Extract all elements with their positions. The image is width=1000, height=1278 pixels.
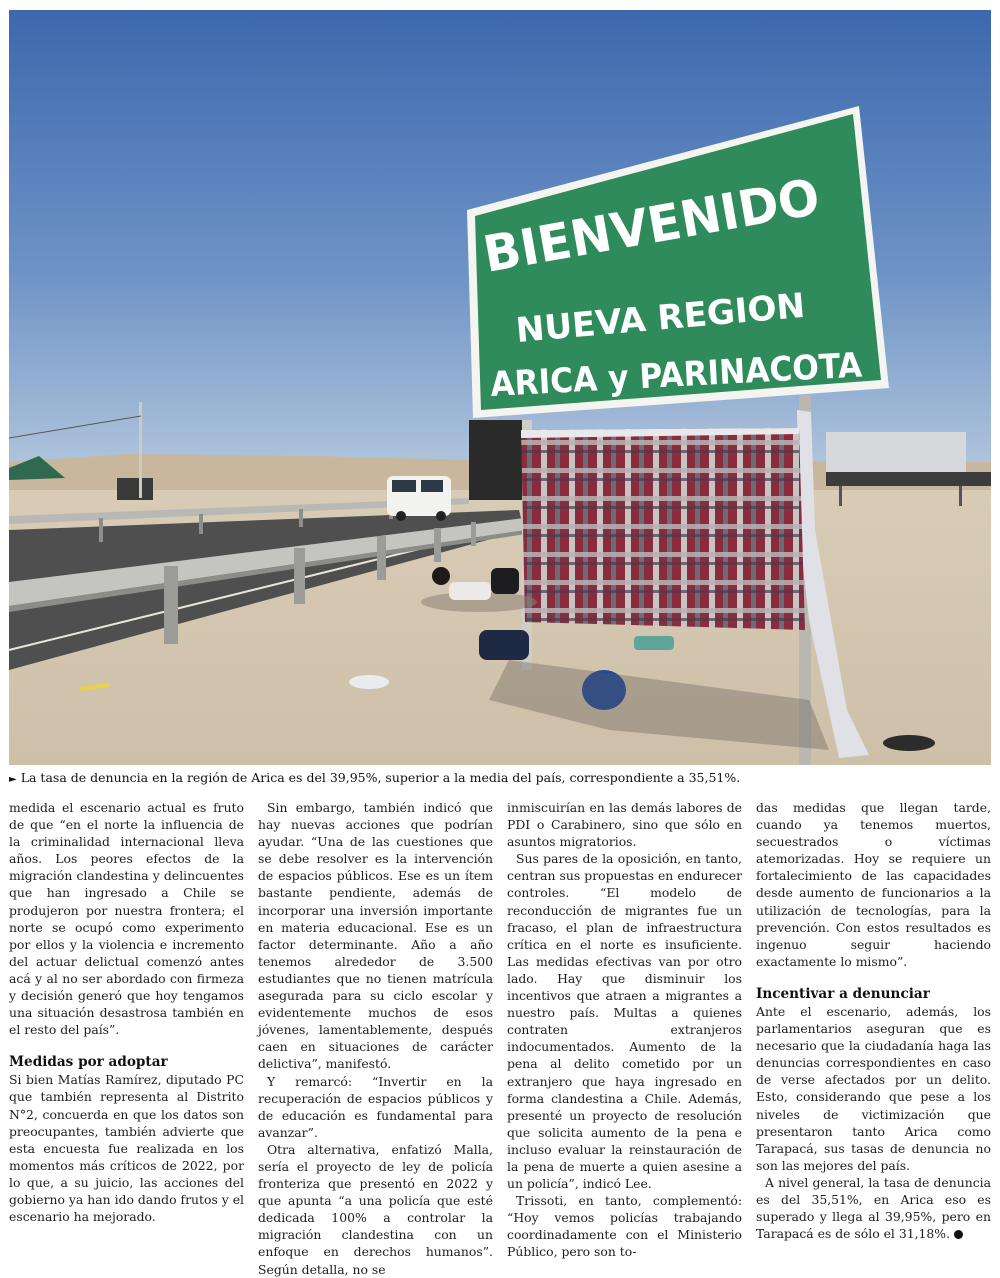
sign-line-2: NUEVA REGION bbox=[514, 285, 806, 351]
paragraph: Sin embargo, también indicó que hay nuevas acciones que podrían ayudar. “Una de las cuestiones que se debe resolver es la intervención de espacios públicos. Ese es un ítem bastante pendiente, además de incorporar una inversión importante en materia educacional. Ese es un factor determinante. Año a año tenemos alrededor de 3.500 estudiantes que no tienen matrícula asegurada para su ciclo escolar y evidentemente muchos de esos jóvenes, lamentablemente, después caen en situaciones de carácter delictiva”, manifestó. bbox=[258, 800, 493, 1072]
paragraph: medida el escenario actual es fruto de que “en el norte la influencia de la criminalidad internacional lleva años. Los peores efectos de la migración clandestina y delincuentes que han ingresado a Chile se produjeron por nuestra frontera; el norte se ocupó como experimento por ellos y la violencia e incremento del actuar delictual comenzó antes acá y al no ser abordado con firmeza y decisión generó que hoy tengamos una situación desastrosa también en el resto del país”. bbox=[9, 800, 244, 1038]
end-of-article-icon bbox=[954, 1230, 963, 1239]
sign-line-3: ARICA y PARINACOTA bbox=[489, 343, 896, 405]
paragraph: Ante el escenario, además, los parlamentarios aseguran que es necesario que la ciudadanía haga las denuncias correspondientes en caso de verse afectados por un delito. Esto, considerando que pese a los niveles de victimización que presentaron tanto Arica como Tarapacá, sus tasas de denuncia no son las mejores del país. bbox=[756, 1003, 991, 1173]
paragraph bbox=[756, 1174, 991, 1242]
final-paragraph-text: A nivel general, la tasa de denuncia es del 35,51%, en Arica eso es superado y llega al 39,95%, pero en Tarapacá es de sólo el 31,18%. bbox=[756, 1174, 991, 1242]
paragraph: Si bien Matías Ramírez, diputado PC que también representa al Distrito N°2, concuerda en que los datos son preocupantes, también advierte que esta encuesta fue realizada en los momentos más críticos de 2022, por lo que, a su juicio, las acciones del gobierno ya han ido dando frutos y el escenario ha mejorado. bbox=[9, 1072, 244, 1225]
sign-line-1: BIENVENIDO bbox=[479, 165, 834, 284]
section-heading: Incentivar a denunciar bbox=[756, 985, 930, 1002]
paragraph: Otra alternativa, enfatizó Malla, sería el proyecto de ley de policía fronteriza que presentó en 2022 y que apunta “a una policía que esté dedicada 100% a controlar la migración clandestina con un enfoque en derechos humanos”. Según detalla, no se bbox=[258, 1141, 493, 1277]
caption-text: La tasa de denuncia en la región de Arica es del 39,95%, superior a la media del país, correspondiente a 35,51%. bbox=[20, 770, 741, 785]
patterned-blanket bbox=[521, 428, 805, 630]
caption-marker-icon: ► bbox=[9, 774, 17, 785]
truck bbox=[469, 420, 529, 500]
sandals bbox=[883, 735, 935, 751]
article-column-1 bbox=[9, 799, 244, 1225]
litter bbox=[349, 675, 389, 689]
paragraph: Sus pares de la oposición, en tanto, centran sus propuestas en endurecer controles. “El modelo de reconducción de migrantes fue un fracaso, el plan de infraestructura crítica en el norte es insuficiente. Las medidas efectivas van por otro lado. Hay que disminuir los incentivos que atraen a migrantes a nuestro país. Multas a quienes contraten extranjeros indocumentados. Aumento de la pena al delito cometido por un extranjero que haya ingresado en forma clandestina a Chile. Además, presenté un proyecto de resolución que solicita aumento de la pena e incluso evaluar la reinstauración de la pena de muerte a quien asesine a un policía”, indicó Lee. bbox=[507, 851, 742, 1192]
paragraph: Y remarcó: “Invertir en la recuperación de espacios públicos y de educación es fundamental para avanzar”. bbox=[258, 1073, 493, 1140]
article-column-2 bbox=[258, 799, 493, 1277]
paragraph: inmiscuirían en las demás labores de PDI o Carabinero, sino que sólo en asuntos migratorios. bbox=[507, 800, 742, 850]
article-column-3 bbox=[507, 799, 742, 1260]
news-photo bbox=[9, 10, 991, 765]
parked-vehicle bbox=[117, 478, 153, 500]
paragraph: das medidas que llegan tarde, cuando ya tenemos muertos, secuestrados o víctimas atemorizadas. Hoy se requiere un fortalecimiento de las capacidades desde aumento de funcionarios a la utilización de tecnologías, para la prevención. Con estos resultados es ingenuo seguir haciendo exactamente lo mismo”. bbox=[756, 800, 991, 969]
white-van bbox=[387, 476, 451, 521]
photo-caption bbox=[9, 769, 991, 787]
section-heading: Medidas por adoptar bbox=[9, 1054, 168, 1071]
paragraph: Trissoti, en tanto, complementó: “Hoy vemos policías trabajando coordinadamente con el Ministerio Público, pero son to- bbox=[507, 1193, 742, 1260]
article-column-4 bbox=[756, 799, 991, 1242]
